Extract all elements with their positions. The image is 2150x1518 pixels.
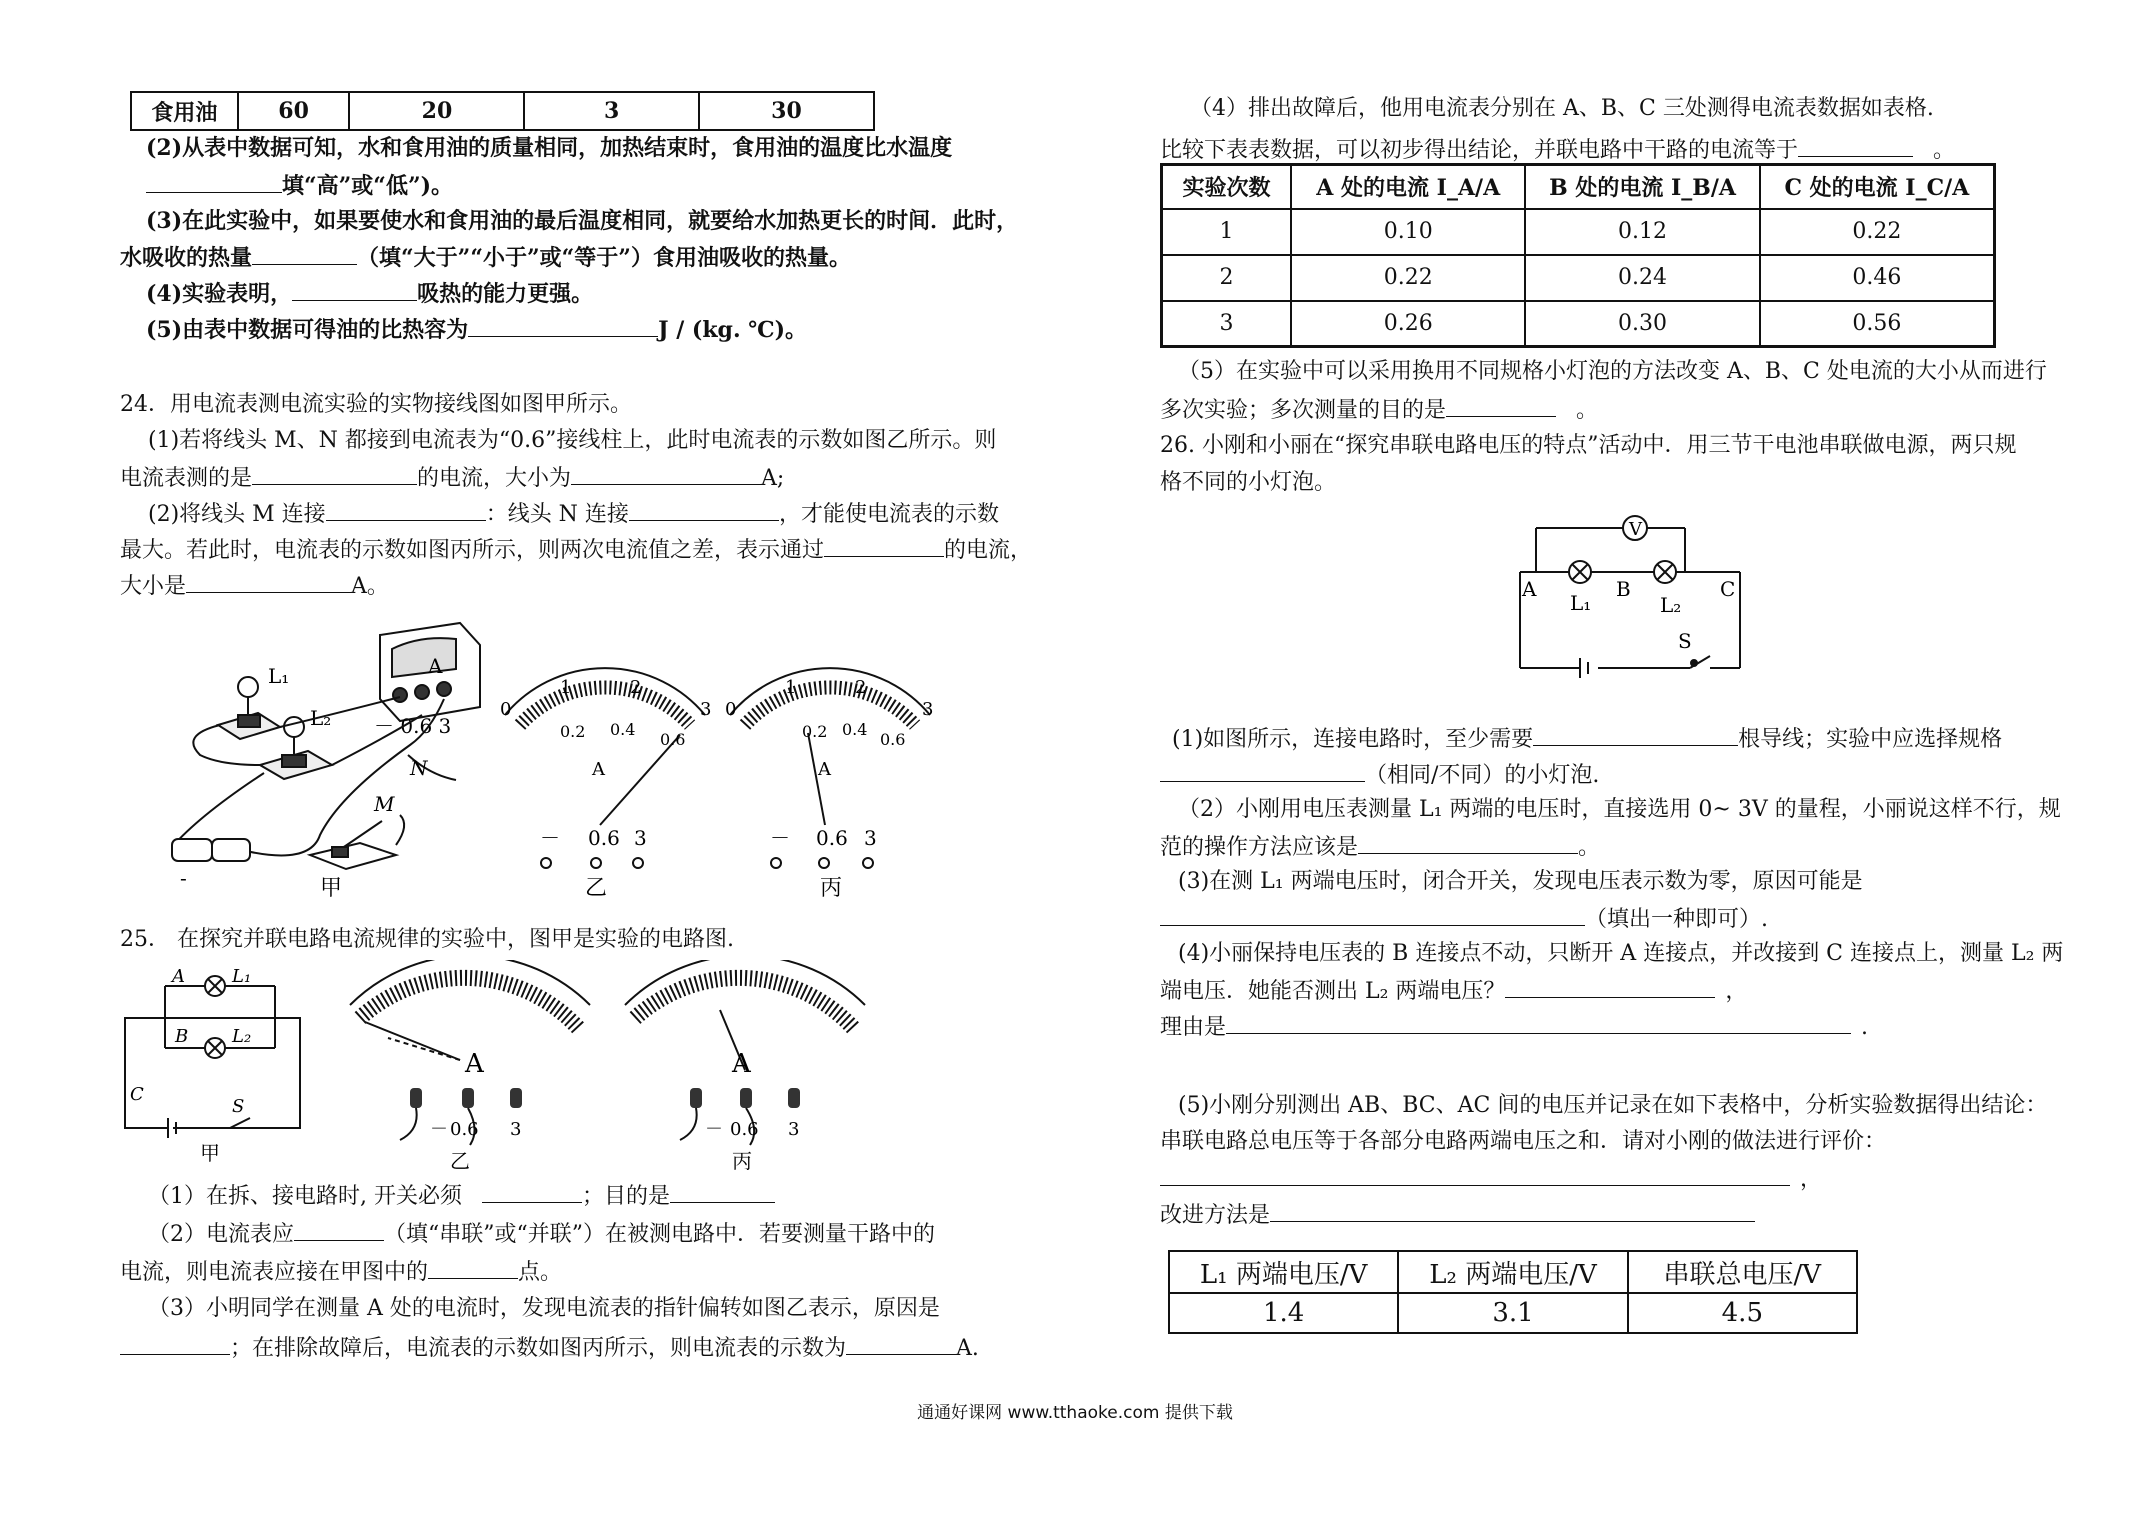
node-b-label: B (1616, 577, 1631, 601)
table-cell: 3 (524, 92, 699, 130)
q26-part2-line2: 范的操作方法应该是 。 (1160, 831, 1600, 863)
dial-sub-label: 0.4 (842, 720, 868, 739)
q25-part5-text: （5）在实验中可以采用换用不同规格小灯泡的方法改变 A、B、C 处电流的大小从而进行 (1178, 359, 2047, 384)
l1-label: L₁ (268, 664, 290, 688)
node-b-label: B (175, 1026, 189, 1047)
table-cell: 1 (1162, 209, 1292, 255)
dial-tick-label: 2 (855, 677, 867, 698)
q25-part5-line2: 多次实验；多次测量的目的是 。 (1160, 394, 1598, 426)
q25-part4-text: （4）排出故障后，他用电流表分别在 A、B、C 三处测得电流表数据如表格. (1190, 96, 1934, 121)
page-footer: 通通好课网 www.tthaoke.com 提供下载 (917, 1403, 1233, 1423)
table-cell: 0.22 (1760, 209, 1995, 255)
q26-part2-text: （2）小刚用电压表测量 L₁ 两端的电压时，直接选用 0~ 3V 的量程，小丽说这样不行，规 (1178, 797, 2061, 822)
table-row (1162, 209, 1995, 255)
voltmeter-label: V (1629, 519, 1642, 540)
q25-part2-line2: 电流，则电流表应接在甲图中的 点。 (120, 1256, 562, 1288)
caption-bing: 丙 (820, 876, 843, 900)
terminal-label: 0.6 (588, 826, 620, 850)
answer-blank[interactable] (846, 1332, 956, 1355)
dial-sub-label: 0.2 (560, 722, 586, 741)
lamp-l2-label: L₂ (232, 1026, 252, 1047)
caption-yi: 乙 (585, 876, 608, 900)
table-header: B 处的电流 I_B/A (1525, 165, 1759, 209)
table-cell: 3.1 (1398, 1293, 1627, 1333)
dial-tick-label: 1 (785, 677, 797, 698)
oil-data-table (130, 91, 875, 131)
answer-blank[interactable] (252, 242, 357, 265)
answer-blank[interactable] (482, 1180, 582, 1203)
lamp-l1-label: L₁ (1570, 591, 1592, 615)
q26-title: 26. 小刚和小丽在“探究串联电路电压的特点”活动中．用三节干电池串联做电源，两只规 (1160, 433, 2017, 458)
table-row (1169, 1293, 1857, 1333)
table-cell: 30 (699, 92, 874, 130)
terminal-label: － (770, 826, 790, 850)
table-cell: 4.5 (1628, 1293, 1857, 1333)
q25-part4-line2: 比较下表表数据，可以初步得出结论，并联电路中干路的电流等于 。 (1160, 134, 1955, 166)
terminal-label: － (430, 1119, 448, 1140)
table-cell: 0.46 (1760, 255, 1995, 301)
answer-blank[interactable] (120, 1332, 230, 1355)
terminal-label: 0.6 (730, 1119, 759, 1140)
voltage-data-table (1168, 1250, 1858, 1334)
q26-part4-line3: 理由是 . (1160, 1011, 1868, 1043)
caption-jia: 甲 (320, 876, 343, 900)
q23-part5-text: (5)由表中数据可得油的比热容为 J / (kg. ℃)。 (146, 314, 807, 345)
answer-blank[interactable] (670, 1180, 775, 1203)
q24-title: 24．用电流表测电流实验的实物接线图如图甲所示。 (120, 392, 632, 417)
q26-part5-text: (5)小刚分别测出 AB、BC、AC 间的电压并记录在如下表格中，分析实验数据得出结论： (1178, 1093, 2048, 1118)
answer-blank[interactable] (629, 498, 779, 521)
terminal-label: 3 (864, 826, 877, 850)
terminal-label: 3 (634, 826, 647, 850)
node-a-label: A (1522, 577, 1537, 601)
answer-blank[interactable] (428, 1256, 518, 1279)
answer-blank[interactable] (468, 314, 658, 337)
battery-icon (172, 839, 250, 861)
answer-blank[interactable] (1160, 759, 1365, 782)
table-row (1162, 301, 1995, 347)
answer-blank[interactable] (1160, 1163, 1790, 1186)
table-header: 串联总电压/V (1628, 1251, 1857, 1293)
table-cell: 0.10 (1291, 209, 1525, 255)
node-c-label: C (130, 1084, 144, 1105)
table-header: C 处的电流 I_C/A (1760, 165, 1995, 209)
dial-tick-label: 0 (500, 699, 512, 720)
terminal-label: － (540, 826, 560, 850)
q25-part3-line2: ；在排除故障后，电流表的示数如图丙所示，则电流表的示数为 A. (120, 1332, 979, 1364)
ammeter-terminals: － 0.6 3 (374, 714, 452, 738)
caption-jia: 甲 (200, 1141, 220, 1165)
node-a-label: A (172, 966, 185, 987)
dial-sub-label: 0.4 (610, 720, 636, 739)
table-header: L₁ 两端电压/V (1169, 1251, 1398, 1293)
terminal-label: 3 (788, 1119, 800, 1140)
table-header: A 处的电流 I_A/A (1291, 165, 1525, 209)
table-cell: 0.12 (1525, 209, 1759, 255)
table-cell: 0.24 (1525, 255, 1759, 301)
lamp-l2-label: L₂ (1660, 593, 1682, 617)
dial-tick-label: 3 (700, 699, 712, 720)
q24-figure (160, 615, 940, 900)
dial-sub-label: 0.6 (880, 730, 906, 749)
answer-blank[interactable] (1446, 394, 1556, 417)
answer-blank[interactable] (824, 534, 944, 557)
q26-part4-line2: 端电压．她能否测出 L₂ 两端电压？ ， (1160, 975, 1747, 1007)
table-header: 实验次数 (1162, 165, 1292, 209)
dial-tick-label: 0 (725, 699, 737, 720)
terminal-label: － (705, 1119, 723, 1140)
q26-figure (1510, 508, 1750, 688)
table-cell: 1.4 (1169, 1293, 1398, 1333)
q24-part1-text: (1)若将线头 M、N 都接到电流表为“0.6”接线柱上，此时电流表的示数如图乙所示。则 (148, 428, 997, 453)
q24-part2-text: (2)将线头 M 连接 ：线头 N 连接 ，才能使电流表的示数 (148, 498, 999, 530)
q23-part4-text: (4)实验表明， 吸热的能力更强。 (146, 278, 593, 309)
table-cell: 20 (349, 92, 524, 130)
q23-part3-line2: 水吸收的热量 （填“大于”“小于”或“等于”）食用油吸收的热量。 (120, 242, 851, 273)
q26-part3-text: (3)在测 L₁ 两端电压时，闭合开关，发现电压表示数为零，原因可能是 (1178, 869, 1863, 894)
q26-part1-text: (1)如图所示，连接电路时，至少需要 根导线；实验中应选择规格 (1172, 723, 2002, 755)
fig-dash: - (180, 866, 187, 890)
q25-part1-text: （1）在拆、接电路时, 开关必须 ；目的是 (148, 1180, 775, 1212)
table-cell: 0.26 (1291, 301, 1525, 347)
q24-part1-line2: 电流表测的是 的电流，大小为 A; (120, 462, 784, 494)
dial-tick-label: 2 (630, 677, 642, 698)
table-cell: 0.30 (1525, 301, 1759, 347)
answer-blank[interactable] (1533, 723, 1738, 746)
terminal-label: 0.6 (450, 1119, 479, 1140)
q26-part4-text: (4)小丽保持电压表的 B 连接点不动，只断开 A 连接点，并改接到 C 连接点上，测量 L₂ 两 (1178, 941, 2064, 966)
ammeter-a-label: A (428, 654, 443, 678)
caption-bing: 丙 (732, 1149, 752, 1173)
node-c-label: C (1720, 577, 1736, 601)
answer-blank[interactable] (571, 462, 761, 485)
q25-title: 25． 在探究并联电路电流规律的实验中，图甲是实验的电路图. (120, 927, 734, 952)
q25-part2-text: （2）电流表应 （填“串联”或“并联”）在被测电路中．若要测量干路中的 (148, 1218, 935, 1250)
current-data-table (1160, 163, 1996, 348)
terminal-label: 0.6 (816, 826, 848, 850)
lamp-l1-label: L₁ (232, 966, 252, 987)
meter-a-label: A (465, 1049, 484, 1079)
q26-part5-line2: 串联电路总电压等于各部分电路两端电压之和．请对小刚的做法进行评价： (1160, 1129, 1887, 1154)
table-cell: 2 (1162, 255, 1292, 301)
table-header: L₂ 两端电压/V (1398, 1251, 1627, 1293)
table-cell: 0.56 (1760, 301, 1995, 347)
answer-blank[interactable] (294, 1218, 384, 1241)
q26-part1-line2: （相同/不同）的小灯泡. (1160, 759, 1599, 791)
q26-part5-line4: 改进方法是 (1160, 1199, 1755, 1231)
table-cell: 0.22 (1291, 255, 1525, 301)
q24-part2-line2: 最大。若此时，电流表的示数如图丙所示，则两次电流值之差，表示通过 的电流， (120, 534, 1032, 566)
q24-part2-line3: 大小是 A。 (120, 570, 389, 602)
table-cell: 食用油 (131, 92, 238, 130)
q26-part3-line2: （填出一种即可）. (1160, 903, 1768, 935)
q23-part3-text: (3)在此实验中，如果要使水和食用油的最后温度相同，就要给水加热更长的时间．此时， (146, 208, 1019, 234)
wire-n-label: N (410, 756, 428, 780)
answer-blank[interactable] (252, 462, 417, 485)
answer-blank[interactable] (292, 278, 417, 301)
parallel-circuit-icon (125, 976, 300, 1138)
answer-blank[interactable] (1358, 831, 1578, 854)
meter-a-label: A (732, 1049, 751, 1079)
dial-a-label: A (818, 759, 831, 780)
dial-tick-label: 1 (560, 677, 572, 698)
q25-figure (120, 960, 900, 1175)
caption-yi: 乙 (450, 1149, 470, 1173)
dial-sub-label: 0.2 (802, 722, 828, 741)
switch-s-label: S (232, 1096, 245, 1117)
dial-tick-label: 3 (922, 699, 934, 720)
answer-blank[interactable] (1798, 134, 1913, 157)
answer-blank[interactable] (186, 570, 351, 593)
switch-s-label: S (1678, 629, 1692, 653)
answer-blank[interactable] (146, 170, 282, 193)
q23-part2-text: (2)从表中数据可知，水和食用油的质量相同，加热结束时，食用油的温度比水温度 (146, 135, 953, 161)
answer-blank[interactable] (1160, 903, 1585, 926)
q26-title-line2: 格不同的小灯泡。 (1160, 470, 1337, 495)
table-cell: 3 (1162, 301, 1292, 347)
dial-sub-label: 0.6 (660, 730, 686, 749)
table-cell: 60 (238, 92, 350, 130)
dial-a-label: A (592, 759, 605, 780)
q23-part2-line2: 填“高”或“低”)。 (146, 170, 453, 201)
q26-part5-line3: ， (1160, 1163, 1822, 1195)
terminal-label: 3 (510, 1119, 522, 1140)
q25-part3-text: （3）小明同学在测量 A 处的电流时，发现电流表的指针偏转如图乙表示，原因是 (148, 1296, 940, 1321)
wire-m-label: M (374, 792, 395, 816)
l2-label: L₂ (310, 706, 332, 730)
answer-blank[interactable] (1270, 1199, 1755, 1222)
answer-blank[interactable] (1226, 1011, 1851, 1034)
answer-blank[interactable] (326, 498, 486, 521)
answer-blank[interactable] (1505, 975, 1715, 998)
table-row (1162, 255, 1995, 301)
